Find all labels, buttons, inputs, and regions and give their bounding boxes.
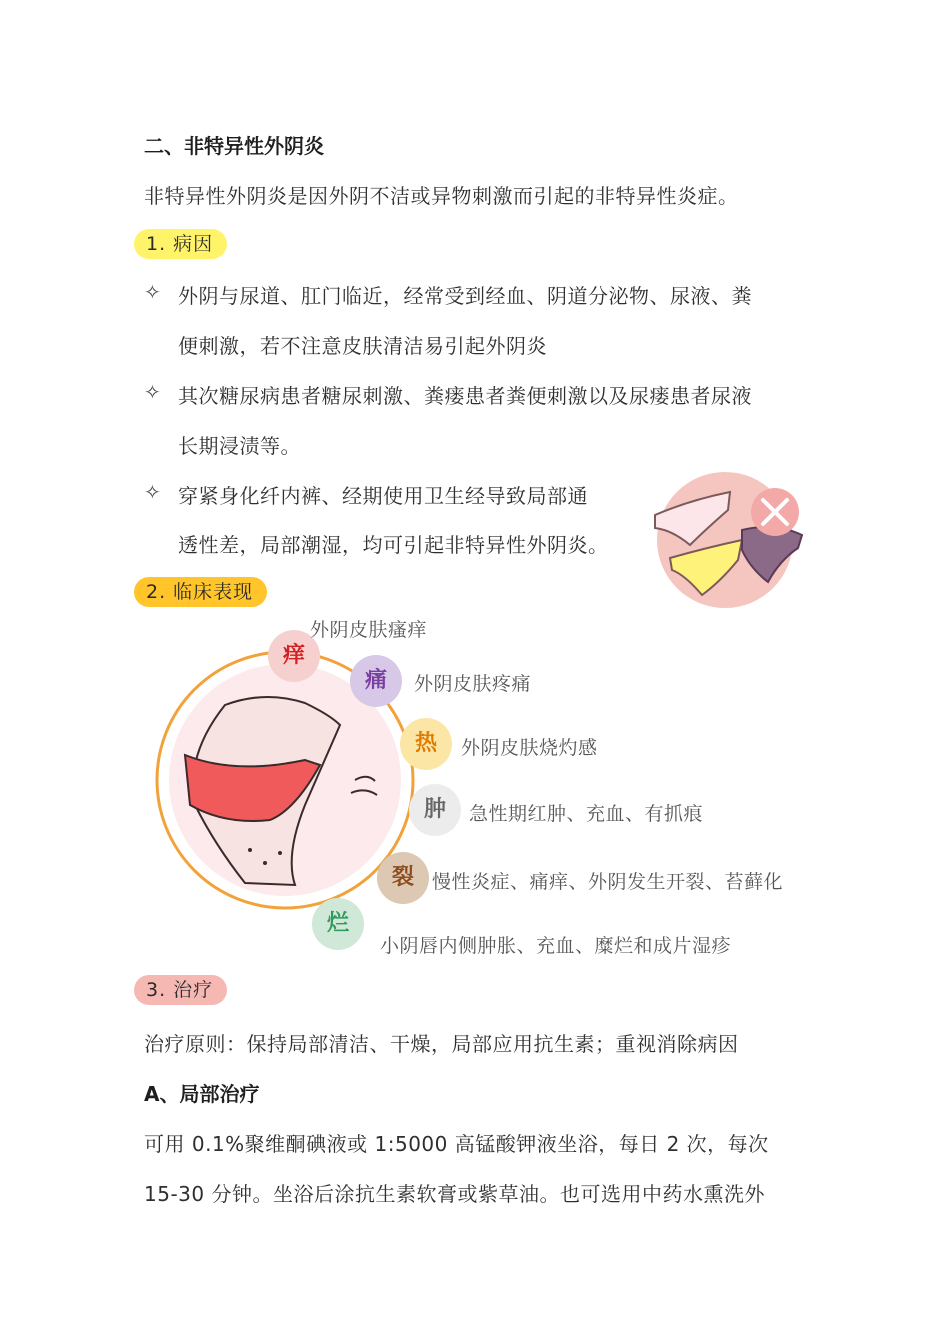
symptom-erosion-badge: 烂 [312,898,364,950]
symptom-crack-badge: 裂 [377,852,429,904]
treatment-principle: 治疗原则：保持局部清洁、干燥，局部应用抗生素；重视消除病因 [144,1032,739,1056]
underwear-illustration [650,470,810,610]
symptom-erosion-text: 小阴唇内侧肿胀、充血、糜烂和成片湿疹 [380,935,732,957]
star-bullet-icon: ✧ [144,380,161,404]
local-treatment-line2: 15-30 分钟。坐浴后涂抗生素软膏或紫草油。也可选用中药水熏洗外 [144,1182,765,1206]
treatment-label: 3. 治疗 [134,975,227,1005]
local-treatment-line1: 可用 0.1%聚维酮碘液或 1:5000 高锰酸钾液坐浴，每日 2 次，每次 [144,1132,769,1156]
cause-bullet-1-line1: 外阴与尿道、肛门临近，经常受到经血、阴道分泌物、尿液、粪 [178,284,752,308]
clinical-label: 2. 临床表现 [134,577,267,607]
star-bullet-icon: ✧ [144,280,161,304]
cause-bullet-1-line2: 便刺激，若不注意皮肤清洁易引起外阴炎 [178,334,547,358]
section-title: 二、非特异性外阴炎 [144,134,324,158]
cause-bullet-3-line2: 透性差，局部潮湿，均可引起非特异性外阴炎。 [178,533,609,557]
star-bullet-icon: ✧ [144,480,161,504]
symptom-swelling-text: 急性期红肿、充血、有抓痕 [469,803,704,825]
symptom-swelling-badge: 肿 [409,784,461,836]
symptom-heat-text: 外阴皮肤烧灼感 [461,737,598,759]
cause-bullet-3-line1: 穿紧身化纤内裤、经期使用卫生经导致局部通 [178,484,588,508]
cause-bullet-2-line2: 长期浸渍等。 [178,434,301,458]
symptom-itch-badge: 痒 [268,630,320,682]
intro-paragraph: 非特异性外阴炎是因外阴不洁或异物刺激而引起的非特异性炎症。 [144,184,739,208]
symptom-crack-text: 慢性炎症、痛痒、外阴发生开裂、苔藓化 [432,871,784,893]
symptom-pain-badge: 痛 [350,655,402,707]
cause-label: 1. 病因 [134,229,227,259]
symptom-pain-text: 外阴皮肤疼痛 [414,673,532,695]
local-treatment-title: A、局部治疗 [144,1082,260,1106]
symptom-itch-text: 外阴皮肤瘙痒 [310,619,428,641]
cause-bullet-2-line1: 其次糖尿病患者糖尿刺激、粪瘘患者粪便刺激以及尿瘘患者尿液 [178,384,752,408]
symptom-heat-badge: 热 [400,718,452,770]
